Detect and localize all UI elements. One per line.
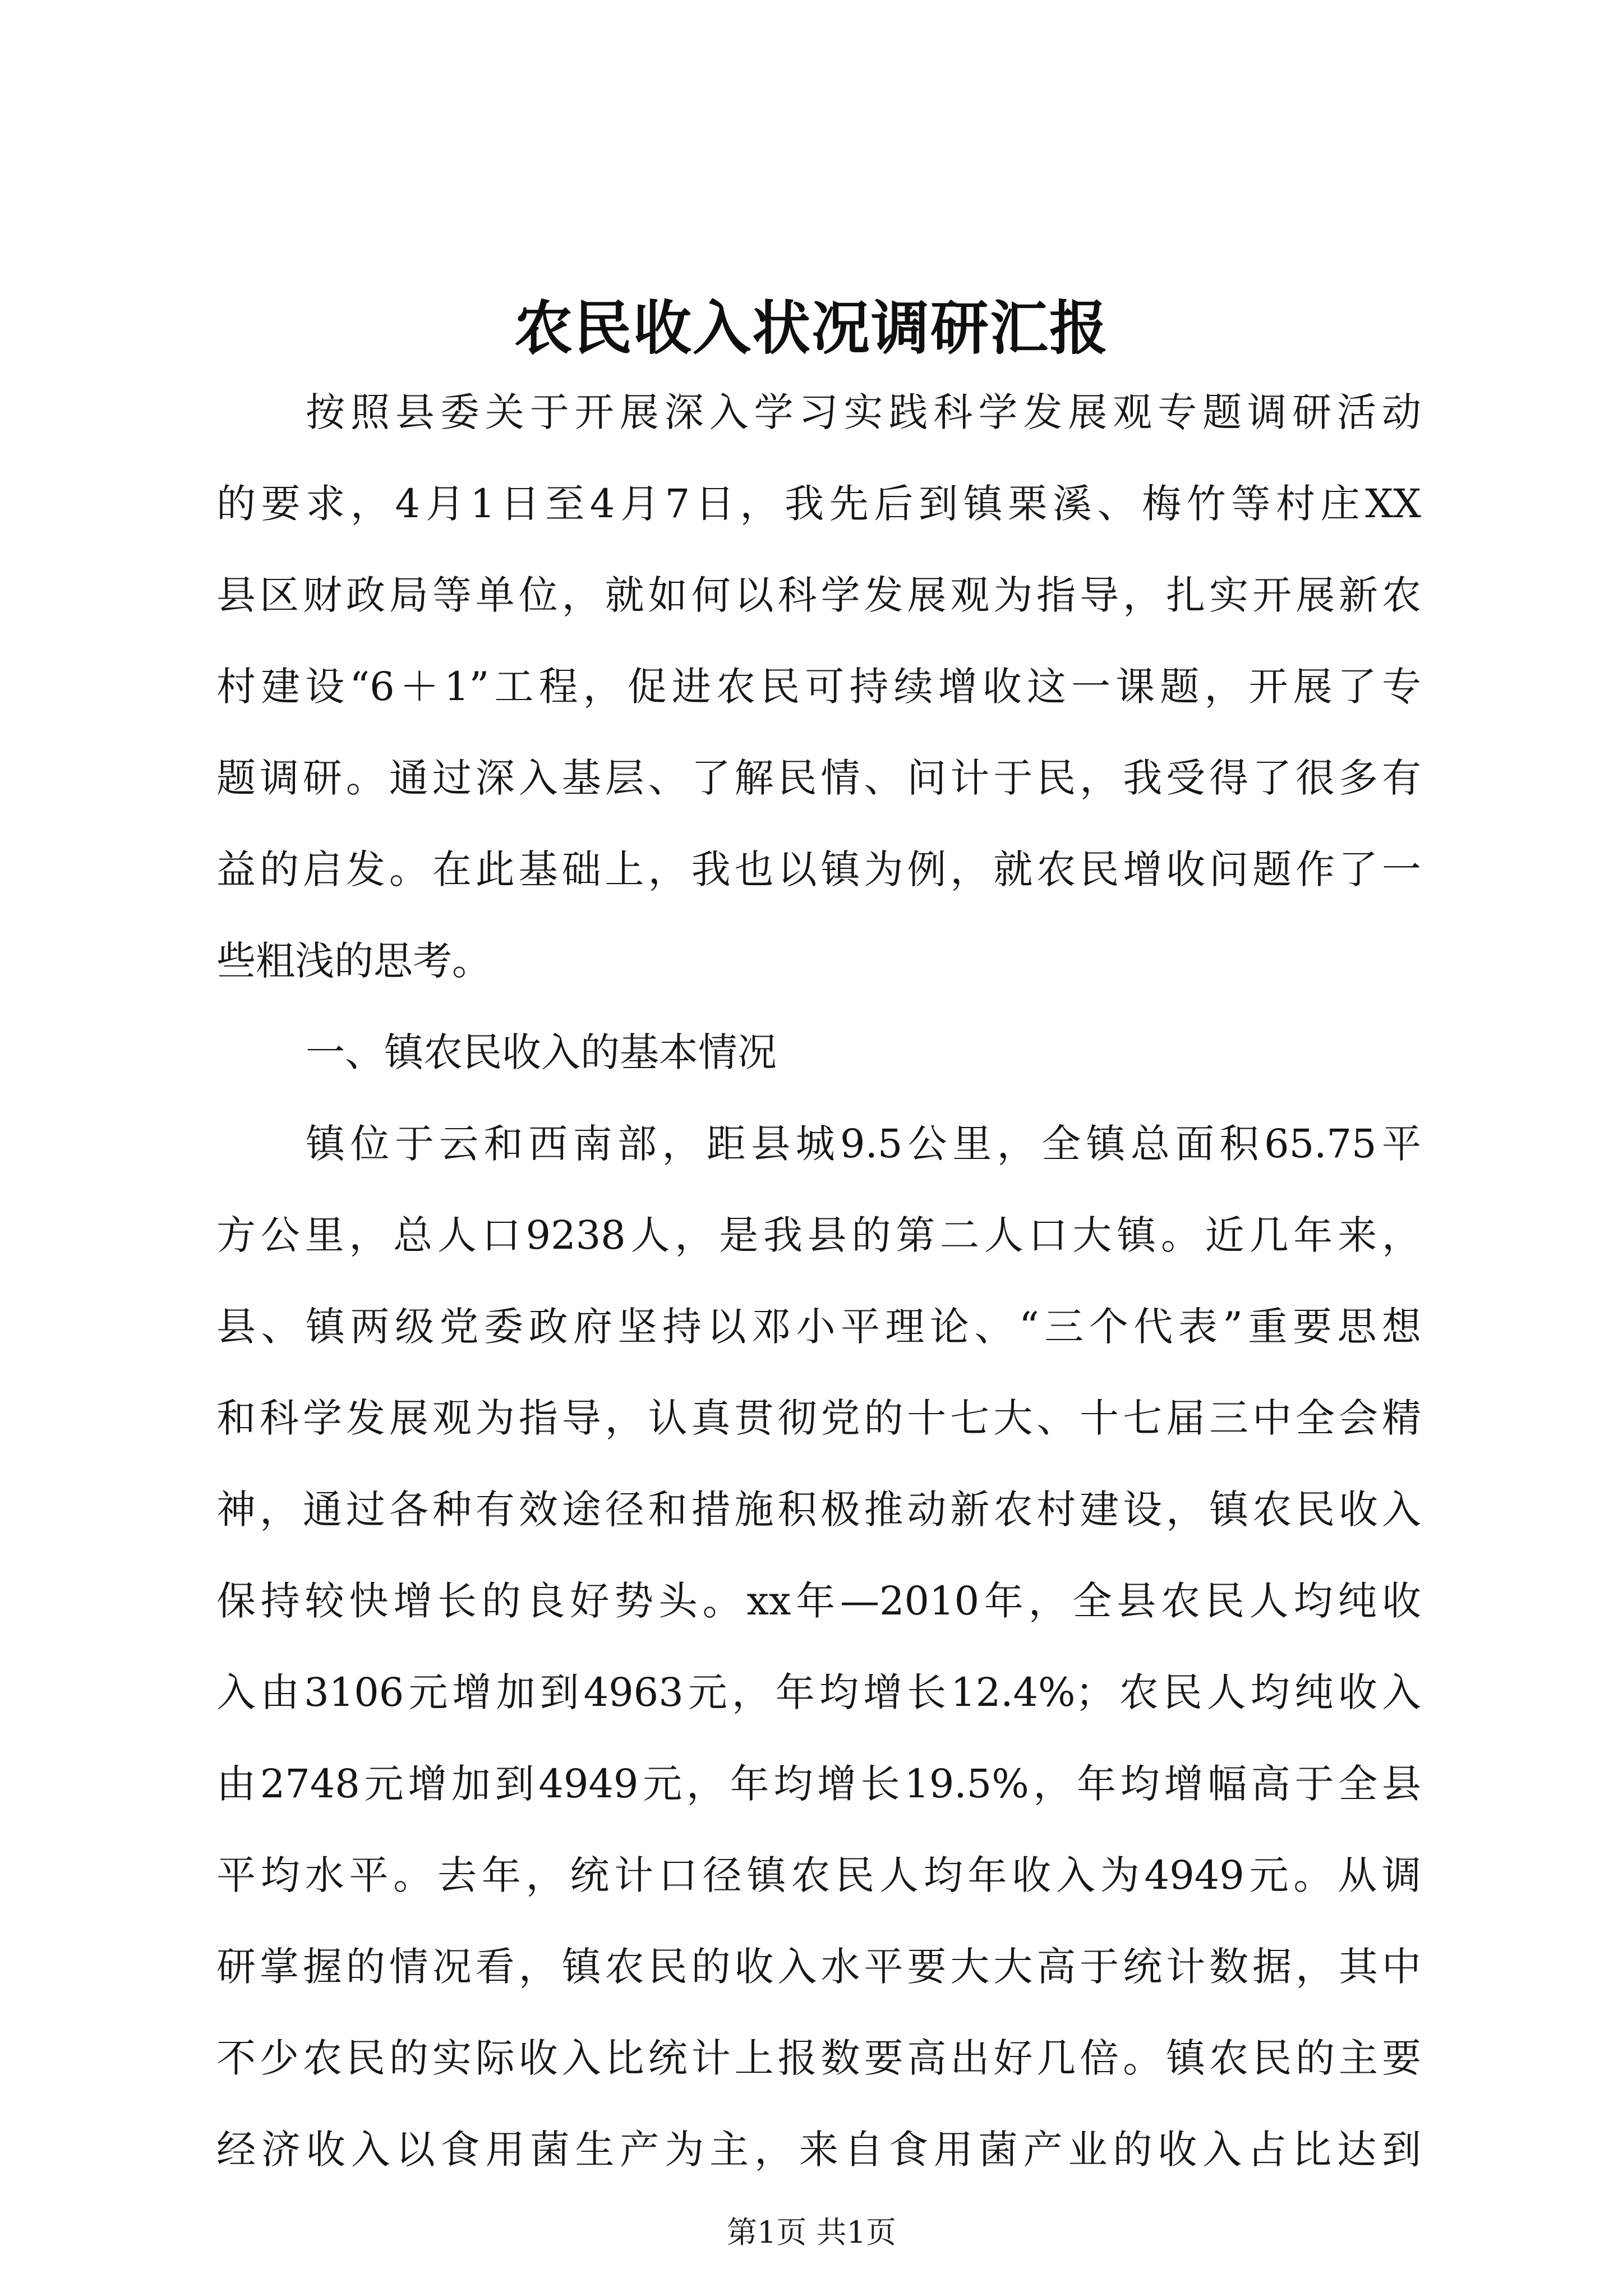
paragraph-2-line-9: 平均水平。去年，统计口径镇农民人均年收入为4949元。从调 [216,1852,1421,1898]
paragraph-2-line-5: 神，通过各种有效途径和措施积极推动新农村建设，镇农民收入 [216,1487,1421,1533]
paragraph-2-line-7: 入由3106元增加到4963元，年均增长12.4%；农民人均纯收入 [216,1669,1421,1715]
paragraph-2-line-10: 研掌握的情况看，镇农民的收入水平要大大高于统计数据，其中 [216,1944,1421,1990]
paragraph-2-line-3: 县、镇两级党委政府坚持以邓小平理论、“三个代表”重要思想 [216,1304,1421,1350]
paragraph-2-line-2: 方公里，总人口9238人，是我县的第二人口大镇。近几年来， [216,1212,1421,1258]
paragraph-2-line-1: 镇位于云和西南部，距县城9.5公里，全镇总面积65.75平 [306,1121,1421,1167]
paragraph-2-line-6: 保持较快增长的良好势头。xx年—2010年，全县农民人均纯收 [216,1578,1421,1624]
paragraph-1-line-3: 县区财政局等单位，就如何以科学发展观为指导，扎实开展新农 [216,572,1421,618]
document-title: 农民收入状况调研汇报 [514,293,1109,362]
section-heading: 一、镇农民收入的基本情况 [306,1029,777,1075]
page-number-footer: 第1页 共1页 [727,2215,896,2250]
paragraph-1-line-4: 村建设“6＋1”工程，促进农民可持续增收这一课题，开展了专 [216,664,1421,710]
paragraph-1-line-7: 些粗浅的思考。 [216,938,491,984]
paragraph-1-line-5: 题调研。通过深入基层、了解民情、问计于民，我受得了很多有 [216,755,1421,801]
paragraph-1-line-6: 益的启发。在此基础上，我也以镇为例，就农民增收问题作了一 [216,846,1421,892]
paragraph-2-line-12: 经济收入以食用菌生产为主，来自食用菌产业的收入占比达到 [216,2127,1421,2173]
paragraph-2-line-4: 和科学发展观为指导，认真贯彻党的十七大、十七届三中全会精 [216,1395,1421,1441]
paragraph-1-line-2: 的要求，4月1日至4月7日，我先后到镇栗溪、梅竹等村庄XX [216,481,1421,527]
paragraph-2-line-11: 不少农民的实际收入比统计上报数要高出好几倍。镇农民的主要 [216,2035,1421,2081]
paragraph-2-line-8: 由2748元增加到4949元，年均增长19.5%，年均增幅高于全县 [216,1761,1421,1807]
paragraph-1-line-1: 按照县委关于开展深入学习实践科学发展观专题调研活动 [306,389,1421,435]
